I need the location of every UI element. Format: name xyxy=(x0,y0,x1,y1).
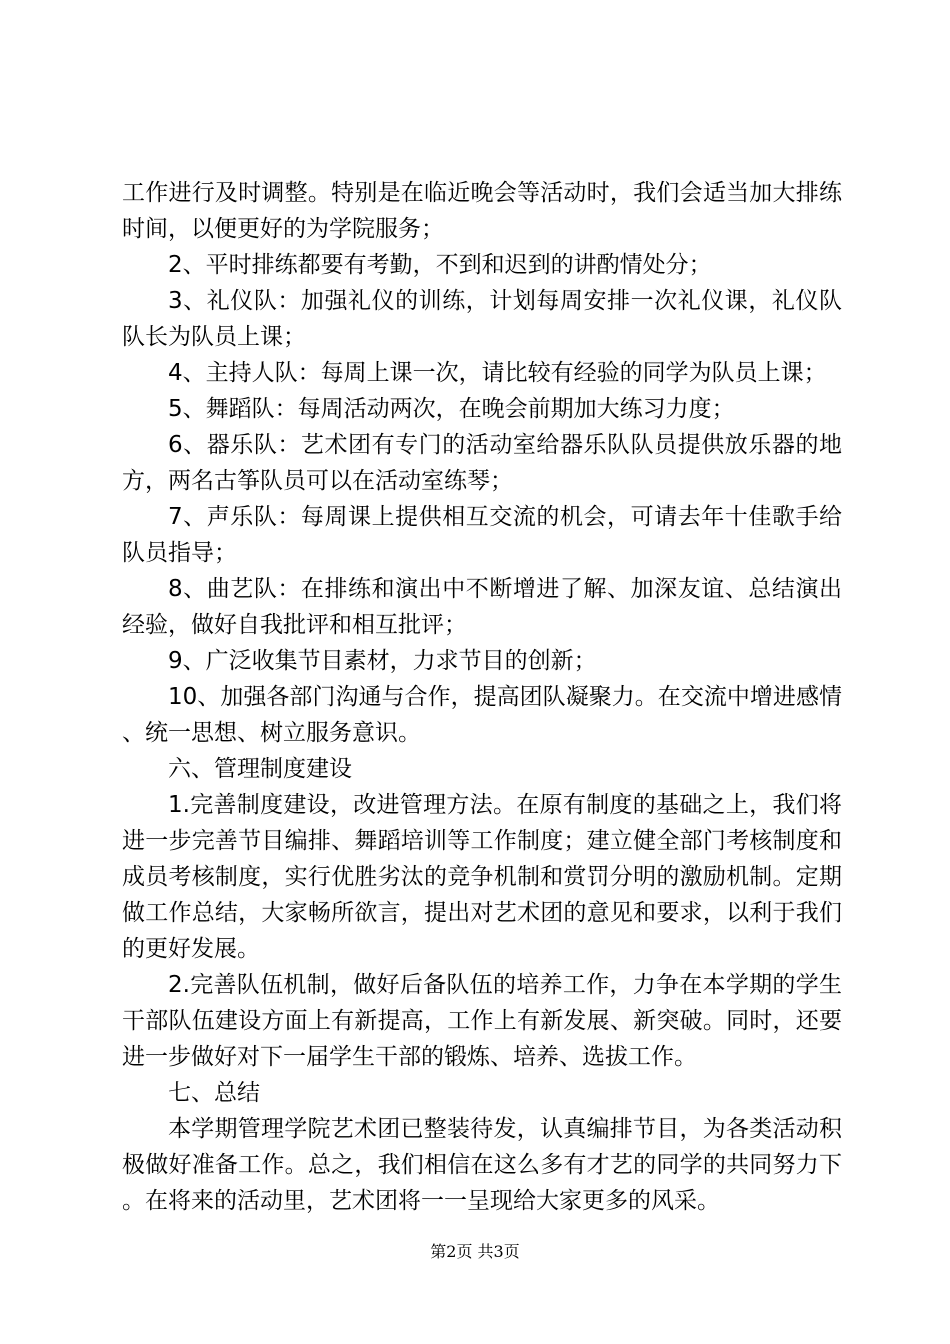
section-heading-management: 六、管理制度建设 xyxy=(168,756,352,782)
paragraph-3: 4、主持人队：每周上课一次，请比较有经验的同学为队员上课； xyxy=(168,360,827,386)
page-footer xyxy=(0,1241,950,1263)
paragraph-9: 10、加强各部门沟通与合作，提高团队凝聚力。在交流中增进感情、统一思想、树立服务意识。 xyxy=(122,684,842,746)
document-body xyxy=(122,175,842,1219)
paragraph-8: 9、广泛收集节目素材，力求节目的创新； xyxy=(168,648,597,674)
paragraph-1: 2、平时排练都要有考勤，不到和迟到的讲酌情处分； xyxy=(168,252,712,278)
paragraph-12: 2.完善队伍机制，做好后备队伍的培养工作，力争在本学期的学生干部队伍建设方面上有新提高，工作上有新发展、新突破。同时，还要进一步做好对下一届学生干部的锻炼、培养、选拔工作。 xyxy=(122,972,842,1070)
paragraph-2: 3、礼仪队：加强礼仪的训练，计划每周安排一次礼仪课，礼仪队队长为队员上课； xyxy=(122,288,842,350)
section-heading-summary: 七、总结 xyxy=(168,1080,260,1106)
paragraph-0: 工作进行及时调整。特别是在临近晚会等活动时，我们会适当加大排练时间，以便更好的为学院服务； xyxy=(122,180,842,242)
paragraph-6: 7、声乐队：每周课上提供相互交流的机会，可请去年十佳歌手给队员指导； xyxy=(122,504,842,566)
paragraph-5: 6、器乐队：艺术团有专门的活动室给器乐队队员提供放乐器的地方，两名古筝队员可以在活动室练琴； xyxy=(122,432,842,494)
paragraph-14: 本学期管理学院艺术团已整装待发，认真编排节目，为各类活动积极做好准备工作。总之，我们相信在这么多有才艺的同学的共同努力下。在将来的活动里，艺术团将一一呈现给大家更多的风采。 xyxy=(122,1116,842,1214)
paragraph-7: 8、曲艺队：在排练和演出中不断增进了解、加深友谊、总结演出经验，做好自我批评和相互批评； xyxy=(122,576,842,638)
paragraph-11: 1.完善制度建设，改进管理方法。在原有制度的基础之上，我们将进一步完善节目编排、舞蹈培训等工作制度；建立健全部门考核制度和成员考核制度，实行优胜劣汰的竞争机制和赏罚分明的激励机制。定期做工作总结，大家畅所欲言，提出对艺术团的意见和要求，以利于我们的更好发展。 xyxy=(122,792,842,962)
page-number-label: 第2页 共3页 xyxy=(430,1242,520,1261)
paragraph-4: 5、舞蹈队：每周活动两次，在晚会前期加大练习力度； xyxy=(168,396,735,422)
